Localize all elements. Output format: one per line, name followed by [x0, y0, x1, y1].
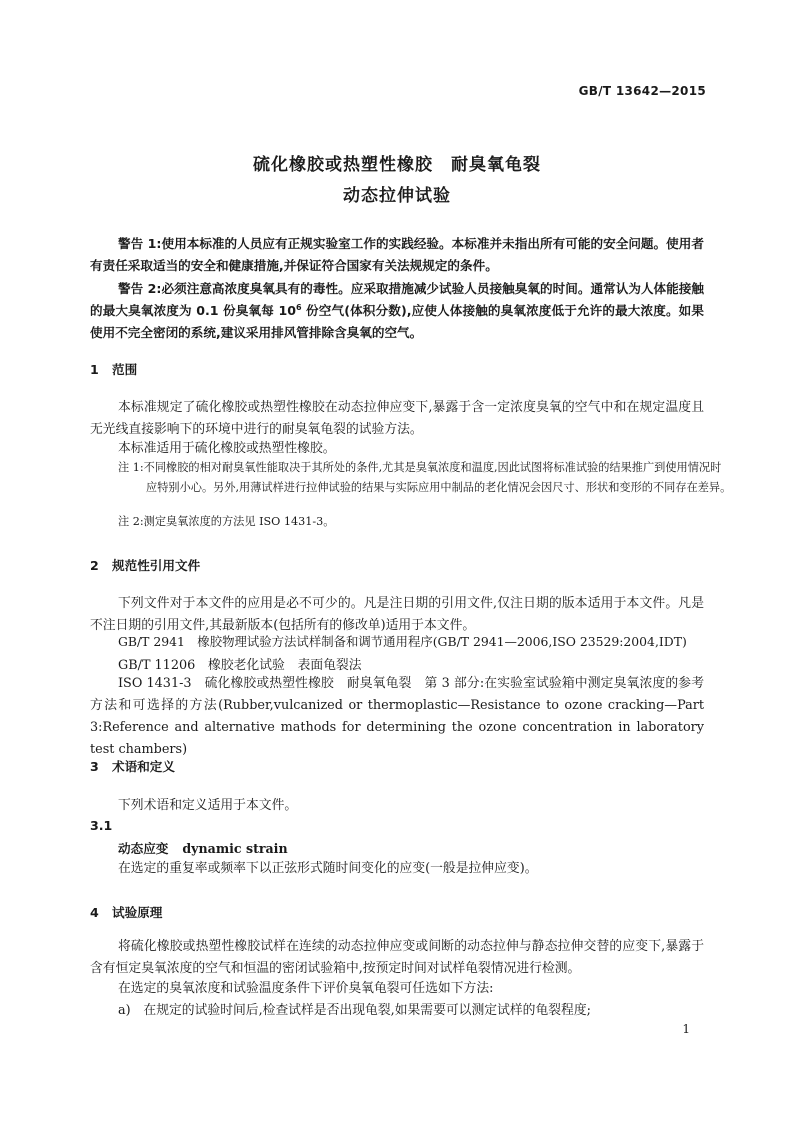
- term-chinese: 动态应变: [118, 841, 169, 856]
- term-number: 3.1: [90, 818, 113, 833]
- section-2-heading: [90, 555, 200, 574]
- reference-iso-1431-3: ISO 1431-3 硫化橡胶或热塑性橡胶 耐臭氧龟裂 第 3 部分:在实验室试验箱中测定臭氧浓度的参考方法和可选择的方法(Rubber,vulcanized or thermoplastic—Resistance to ozone cracking—Part 3:Reference and alternative mathods for determining the ozone concentration in laboratory test chambers): [90, 676, 704, 757]
- reference-gbt-11206: GB/T 11206 橡胶老化试验 表面龟裂法: [118, 658, 362, 673]
- normative-references-intro: 下列文件对于本文件的应用是必不可少的。凡是注日期的引用文件,仅注日期的版本适用于本文件。凡是不注日期的引用文件,其最新版本(包括所有的修改单)适用于本文件。: [90, 596, 704, 633]
- list-item-a: a) 在规定的试验时间后,检查试样是否出现龟裂,如果需要可以测定试样的龟裂程度;: [118, 1003, 591, 1018]
- principle-paragraph-2: 在选定的臭氧浓度和试验温度条件下评价臭氧龟裂可任选如下方法:: [118, 981, 494, 996]
- section-number: 4: [90, 905, 99, 920]
- section-number: 3: [90, 759, 99, 774]
- warning-2-text-b: 份空气(体积分数),应使人体接触的臭氧浓度低于允许的最大浓度。如果使用不完全密闭的系统,建议采用排风管排除含臭氧的空气。: [90, 303, 704, 340]
- section-title: 试验原理: [112, 905, 163, 920]
- section-4-heading: [90, 902, 162, 921]
- scope-paragraph-2: 本标准适用于硫化橡胶或热塑性橡胶。: [118, 441, 336, 456]
- title-line-1: 硫化橡胶或热塑性橡胶 耐臭氧龟裂: [253, 155, 541, 175]
- term-heading: [118, 838, 288, 857]
- term-definition: 在选定的重复率或频率下以正弦形式随时间变化的应变(一般是拉伸应变)。: [118, 861, 538, 876]
- section-3-heading: [90, 756, 175, 775]
- terms-intro: 下列术语和定义适用于本文件。: [118, 798, 298, 813]
- warning-2-text-a: 警告 2:必须注意高浓度臭氧具有的毒性。应采取措施减少试验人员接触臭氧的时间。通常认为人体能接触的最大臭氧浓度为 0.1 份臭氧每 10: [90, 281, 704, 318]
- section-title: 范围: [112, 362, 138, 377]
- standard-code: GB/T 13642—2015: [578, 84, 706, 98]
- page-number: 1: [682, 1022, 690, 1036]
- section-title: 规范性引用文件: [112, 558, 201, 573]
- term-english: dynamic strain: [182, 841, 288, 856]
- scope-paragraph-1: 本标准规定了硫化橡胶或热塑性橡胶在动态拉伸应变下,暴露于含一定浓度臭氧的空气中和在规定温度且无光线直接影响下的环境中进行的耐臭氧龟裂的试验方法。: [90, 400, 704, 437]
- section-1-heading: [90, 359, 137, 378]
- warning-1: 警告 1:使用本标准的人员应有正规实验室工作的实践经验。本标准并未指出所有可能的安全问题。使用者有责任采取适当的安全和健康措施,并保证符合国家有关法规规定的条件。: [90, 236, 704, 273]
- section-number: 2: [90, 558, 99, 573]
- section-title: 术语和定义: [112, 759, 175, 774]
- principle-paragraph-1: 将硫化橡胶或热塑性橡胶试样在连续的动态拉伸应变或间断的动态拉伸与静态拉伸交替的应变下,暴露于含有恒定臭氧浓度的空气和恒温的密闭试验箱中,按预定时间对试样龟裂情况进行检测。: [90, 939, 704, 976]
- note-1: 注 1:不同橡胶的相对耐臭氧性能取决于其所处的条件,尤其是臭氧浓度和温度,因此试图将标准试验的结果推广到使用情况时应特别小心。另外,用薄试样进行拉伸试验的结果与实际应用中制品的老化情况会因尺寸、形状和变形的不同存在差异。: [118, 461, 732, 494]
- reference-gbt-2941: GB/T 2941 橡胶物理试验方法试样制备和调节通用程序(GB/T 2941—2006,ISO 23529:2004,IDT): [118, 634, 687, 649]
- warning-2-superscript: 6: [295, 302, 302, 312]
- note-2: 注 2:测定臭氧浓度的方法见 ISO 1431-3。: [118, 515, 335, 528]
- warning-2: [90, 278, 704, 344]
- section-number: 1: [90, 362, 99, 377]
- title-line-2: 动态拉伸试验: [343, 186, 451, 206]
